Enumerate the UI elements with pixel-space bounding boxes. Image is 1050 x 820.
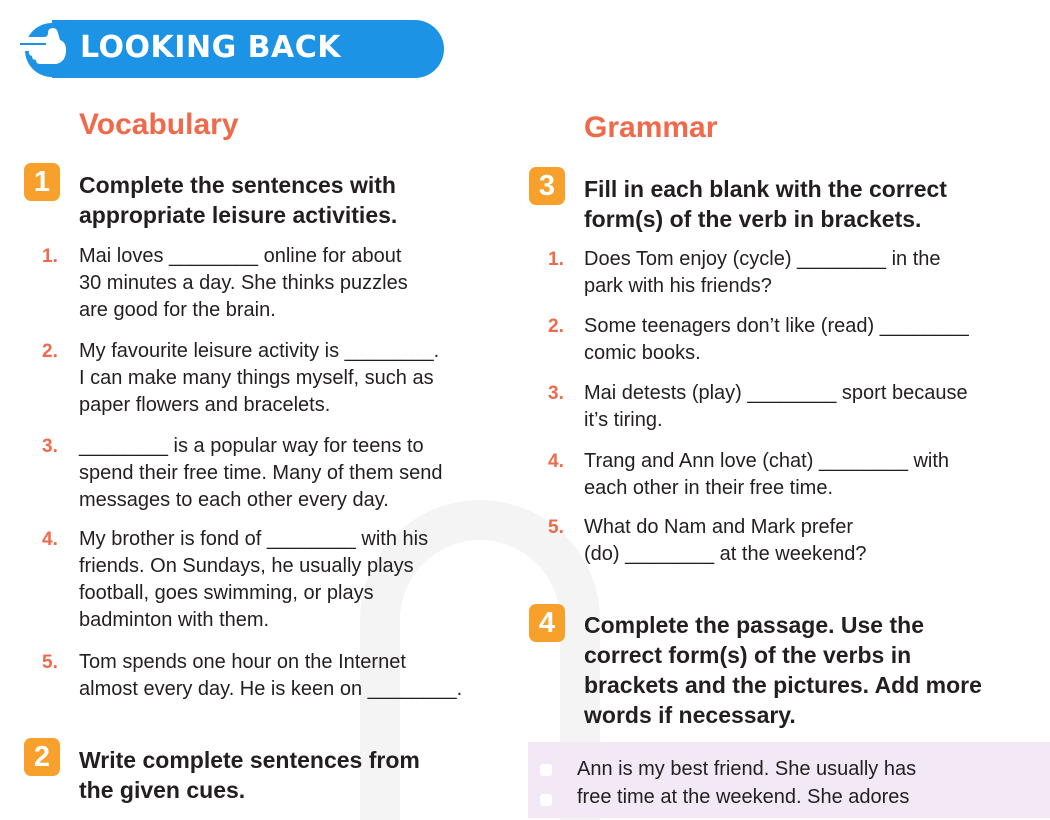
exercise-2-badge: 2 bbox=[24, 738, 60, 776]
exercise-3-instruction: Fill in each blank with the correct form(s) of the verb in brackets. bbox=[584, 176, 947, 232]
list-item: Mai detests (play) ________ sport because it’s tiring. bbox=[584, 382, 968, 431]
list-item: ________ is a popular way for teens to spend their free time. Many of them send messages to each other every day. bbox=[79, 435, 443, 511]
item-number: 2. bbox=[548, 316, 564, 337]
item-number: 1. bbox=[548, 249, 564, 270]
exercise-1-instruction: Complete the sentences with appropriate leisure activities. bbox=[79, 172, 398, 228]
vocabulary-heading: Vocabulary bbox=[79, 108, 239, 141]
exercise-1-badge: 1 bbox=[24, 163, 60, 201]
list-item: My favourite leisure activity is ________. I can make many things myself, such as paper flowers and bracelets. bbox=[79, 340, 440, 416]
passage-text: Ann is my best friend. She usually has free time at the weekend. She adores bbox=[577, 758, 917, 808]
decorative-square-icon bbox=[540, 794, 552, 806]
list-item: Mai loves ________ online for about 30 minutes a day. She thinks puzzles are good for the brain. bbox=[79, 245, 408, 321]
item-number: 1. bbox=[42, 246, 58, 267]
list-item: Tom spends one hour on the Internet almost every day. He is keen on ________. bbox=[79, 651, 463, 700]
item-number: 4. bbox=[548, 451, 564, 472]
item-number: 3. bbox=[548, 383, 564, 404]
item-number: 2. bbox=[42, 341, 58, 362]
item-number: 3. bbox=[42, 436, 58, 457]
exercise-4-instruction: Complete the passage. Use the correct form(s) of the verbs in brackets and the pictures. Add more words if necessary. bbox=[584, 612, 982, 728]
page-title: LOOKING BACK bbox=[80, 30, 341, 65]
list-item: Does Tom enjoy (cycle) ________ in the park with his friends? bbox=[584, 248, 941, 297]
exercise-2-instruction: Write complete sentences from the given cues. bbox=[79, 747, 420, 803]
decorative-square-icon bbox=[540, 764, 552, 776]
list-item: My brother is fond of ________ with his friends. On Sundays, he usually plays football, goes swimming, or plays badminton with them. bbox=[79, 528, 429, 631]
list-item: What do Nam and Mark prefer (do) ________ at the weekend? bbox=[584, 516, 867, 565]
list-item: Trang and Ann love (chat) ________ with each other in their free time. bbox=[584, 450, 950, 499]
exercise-4-badge: 4 bbox=[529, 604, 565, 642]
item-number: 5. bbox=[42, 652, 58, 673]
item-number: 5. bbox=[548, 517, 564, 538]
pointing-hand-icon bbox=[10, 22, 80, 78]
exercise-3-badge: 3 bbox=[529, 167, 565, 205]
list-item: Some teenagers don’t like (read) ________ comic books. bbox=[584, 315, 969, 364]
grammar-heading: Grammar bbox=[584, 111, 718, 144]
item-number: 4. bbox=[42, 529, 58, 550]
